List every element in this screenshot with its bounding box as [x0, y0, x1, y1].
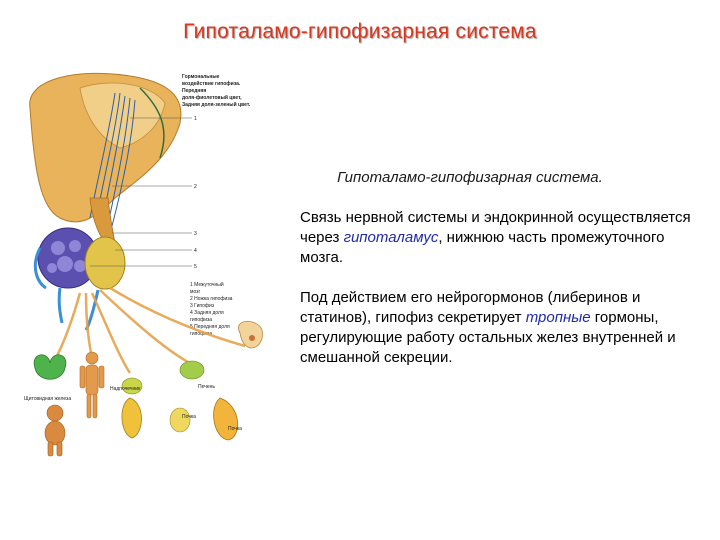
organ-label: Печень [198, 384, 215, 390]
marker-number: 1 [194, 116, 197, 122]
figure-caption: Гипоталамо-гипофизарная система. [337, 169, 603, 186]
paragraph-text: Связь нервной системы и эндокринной осуществляется через [300, 209, 691, 246]
paragraph-1 [300, 208, 700, 268]
legend-line: 5 Передняя доля [190, 324, 230, 330]
legend-line: 3 Гипофиз [190, 303, 215, 309]
figure-header-line: Гормональные [182, 74, 220, 80]
pancreas [170, 408, 190, 432]
legend-line: 1 Межуточный [190, 282, 224, 288]
hypothalamus-pituitary-illustration [20, 68, 278, 470]
kidney [122, 398, 142, 438]
human-figure [80, 352, 104, 418]
tropic-term: тропные [525, 309, 591, 326]
paragraph-text: гормоны, регулирующие работу остальных желез внутренней и смешанной секреции. [300, 309, 676, 366]
paragraph-text: , нижнюю часть промежуточного мозга. [300, 229, 665, 266]
slide-title: Гипоталамо-гипофизарная система [183, 20, 537, 43]
marker-number: 3 [194, 231, 197, 237]
figure-header-line: Передняя [182, 88, 207, 94]
legend-line: гипофиза [190, 331, 213, 337]
figure-header-line: Задняя доля-зеленый цвет. [182, 102, 251, 108]
paragraph-text: Под действием его нейрогормонов (либеринов и статинов), гипофиз секретирует [300, 289, 641, 326]
marker-number: 5 [194, 264, 197, 270]
legend-line: 2 Ножка гипофиза [190, 296, 233, 302]
thyroid-gland [34, 355, 66, 379]
kidney-2 [214, 398, 238, 440]
organ-label: Почка [182, 414, 196, 420]
legend-line: 4 Задняя доля [190, 310, 224, 316]
figure-header-line: воздействие гипофиза. [182, 81, 241, 87]
text-content [300, 168, 700, 388]
child-figure [45, 405, 65, 456]
marker-number: 4 [194, 248, 197, 254]
liver [180, 361, 204, 379]
organ-label: Почка [228, 426, 242, 432]
organ-label: Надпочечник [110, 386, 141, 392]
marker-number: 2 [194, 184, 197, 190]
pituitary-stalk [90, 198, 115, 243]
posterior-lobe [85, 237, 125, 289]
figure-header-line: доля-фиолетовый цвет, [182, 95, 242, 101]
hypothalamus-term: гипоталамус [343, 229, 439, 246]
paragraph-2 [300, 288, 700, 368]
legend-line: мозг [190, 289, 201, 295]
legend-line: гипофиза [190, 317, 213, 323]
organ-label: Щитовидная железа [24, 396, 72, 402]
anatomy-diagram [20, 68, 278, 470]
